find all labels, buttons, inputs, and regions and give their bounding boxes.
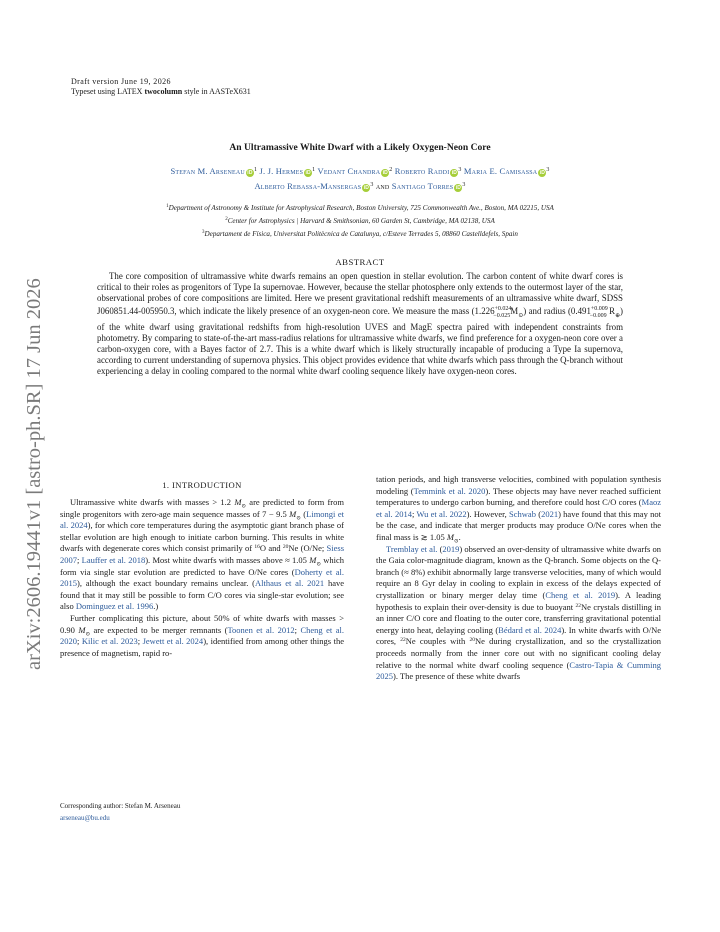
citation-link[interactable]: Siess 2007 [60, 543, 345, 565]
orcid-icon[interactable]: iD [363, 185, 370, 191]
citation-link[interactable]: Limongi et al. 2024 [60, 508, 344, 531]
author-name[interactable]: Stefan M. Arseneau [170, 166, 245, 176]
citation-link[interactable]: Lauffer et al. 2018 [81, 554, 146, 565]
citation-link[interactable]: Temmink et al. 2020 [413, 485, 486, 496]
affiliation-num: 2 [225, 217, 228, 222]
citation-link[interactable]: Kilic et al. 2023 [81, 636, 138, 647]
draft-version-text: Draft version June 19, 2026 [71, 77, 171, 86]
citation-link[interactable]: Castro-Tapia & Cumming 2025 [376, 659, 661, 682]
author-name[interactable]: Roberto Raddi [394, 166, 450, 176]
typeset-suffix: style in AASTeX631 [184, 87, 251, 96]
citation-link[interactable]: Cheng et al. 2020 [60, 624, 344, 647]
citation-link[interactable]: Doherty et al. 2015 [60, 566, 344, 589]
author-affil: 3 [462, 182, 466, 188]
paper-title: An Ultramassive White Dwarf with a Likely Oxygen-Neon Core [229, 142, 491, 153]
affiliation-text: Departament de Física, Universitat Politècnica de Catalunya, c/Esteve Terrades 5, 08860 Castelldefels, Spain [204, 230, 518, 238]
typeset-line [71, 86, 251, 97]
author-affil: 1 [312, 167, 316, 173]
citation-link[interactable]: Wu et al. 2022 [416, 508, 467, 519]
author-affil: 1 [253, 167, 258, 173]
author-email-link[interactable]: arseneau@bu.edu [60, 814, 110, 822]
orcid-icon[interactable]: iD [382, 170, 388, 176]
arxiv-id[interactable]: arXiv:2606.19441v1 [astro-ph.SR] 17 Jun 2026 [23, 278, 45, 670]
author-name[interactable]: Santiago Torres [391, 181, 454, 191]
author-affil: 3 [546, 167, 550, 173]
left-column [60, 497, 344, 659]
authors-and: and [375, 181, 390, 191]
citation-link[interactable]: Bédard et al. 2024 [498, 624, 562, 635]
author-affil: 3 [370, 182, 374, 188]
affiliation-num: 3 [202, 230, 205, 235]
paragraph: Tremblay et al. (2019) observed an over-density of ultramassive white dwarfs on the Gaia color-magnitude diagram, known as the Q-branch. Some objects on the Q-branch (≈ 8%) exhibit abnormally large transverse velocities, many of which would require an 8 Gyr delay in cooling to explain in excess of the delays expected of crystallization or binary merger delay time (Cheng et al. 2019). A leading hypothesis to explain their over-density is due to buoyant $^{22}$Ne crystals distilling in an inner C/O core and floating to the outer core, transferring gravitational potential energy into heat, delaying cooling (Bédard et al. 2024). In white dwarfs with O/Ne cores, $^{22}$Ne couples with $^{20}$Ne during crystallization, and so the crystallization proceeds normally from the inner core out with no significant cooling delay relative to the normal white dwarf cooling sequence (Castro-Tapia & Cumming 2025). The presence of these white dwarfs [376, 543, 662, 682]
citation-link[interactable]: Tremblay et al. [386, 543, 438, 554]
corresponding-author-label: Corresponding author: Stefan M. Arseneau [60, 802, 181, 810]
section-heading: 1. INTRODUCTION [162, 480, 242, 490]
paragraph: Further complicating this picture, about 50% of white dwarfs with masses > 0.90 $M_⊙$ are expected to be merger remnants (Toonen et al. 2012; Cheng et al. 2020; Kilic et al. 2023; Jewett et al. 2024), identified from among other things the presence of magnetism, rapid ro- [60, 612, 344, 658]
affiliation-line [30, 214, 690, 227]
abstract-text: The core composition of ultramassive white dwarfs remains an open question in stellar evolution. The carbon content of white dwarf cores is critical to their roles as progenitors of Type Ia supernovae. However, because the stellar photosphere only extends to the outermost layer of the star, observational probes of core compositions are limited. Here we present gravitational redshift measurements of an ultramassive white dwarf, SDSS J060851.44-005950.3, which indicate the likely presence of an oxygen-neon core. We measure the mass $(1.226^{+0.024}_{-0.025}M_⊙)$ and radius ($0.491^{+0.009}_{-0.009}$ $R_\oplus$) of the white dwarf using gravitational redshifts from high-resolution UVES and MagE spectra paired with independent constraints from photometry. By comparing to state-of-the-art mass-radius relations for ultramassive white dwarfs, we find preference for a oxygen-neon core over a carbon-oxygen core, with a Bayes factor of 2.7. This is a white dwarf which is likely structurally incapable of producing a Type Ia supernova, according to current understanding of supernova physics. This object provides evidence that white dwarfs which pass through the Q-branch without experiencing a delay in cooling compared to the normal white dwarf cooling sequence likely have oxygen-neon cores. [97, 271, 624, 377]
citation-link[interactable]: 2019 [442, 543, 460, 554]
corresponding-author [60, 800, 180, 824]
right-column [376, 474, 661, 683]
affiliation-text: Department of Astronomy & Institute for Astrophysical Research, Boston University, 725 Commonwealth Ave., Boston, MA 02215, USA [168, 204, 554, 212]
citation-link[interactable]: Schwab [509, 508, 536, 519]
orcid-icon[interactable]: iD [455, 185, 462, 191]
author-affil: 3 [458, 167, 462, 173]
citation-link[interactable]: Jewett et al. 2024 [142, 636, 204, 647]
author-name[interactable]: Alberto Rebassa-Mansergas [254, 181, 362, 191]
orcid-icon[interactable]: iD [247, 170, 253, 176]
author-name[interactable]: Vedant Chandra [317, 166, 381, 176]
affiliation-num: 1 [166, 204, 169, 209]
citation-link[interactable]: Althaus et al. 2021 [254, 578, 325, 589]
orcid-icon[interactable]: iD [305, 170, 311, 176]
citation-link[interactable]: Maoz et al. 2014 [376, 497, 661, 519]
arxiv-stamp[interactable] [8, 238, 52, 670]
author-affil: 2 [389, 167, 393, 173]
abstract-heading: ABSTRACT [335, 257, 385, 267]
orcid-icon[interactable]: iD [451, 170, 458, 176]
author-name[interactable]: Maria E. Camisassa [463, 166, 538, 176]
citation-link[interactable]: 2021 [541, 508, 559, 519]
orcid-icon[interactable]: iD [539, 170, 546, 176]
typeset-prefix: Typeset using L [71, 87, 122, 96]
affiliation-text: Center for Astrophysics | Harvard & Smithsonian, 60 Garden St, Cambridge, MA 02138, USA [227, 217, 495, 225]
typeset-style: twocolumn [144, 87, 183, 96]
author-name[interactable]: J. J. Hermes [259, 166, 304, 176]
citation-link[interactable]: Dominguez et al. 1996 [75, 601, 154, 612]
affiliation-line [30, 201, 690, 214]
citation-link[interactable]: Cheng et al. 2019 [545, 589, 616, 600]
typeset-latex: ATEX [122, 87, 143, 96]
affiliations [30, 201, 690, 240]
affiliation-line [30, 227, 690, 240]
paragraph: Ultramassive white dwarfs with masses > 1.2 $M_⊙$ are predicted to form from single progenitors with zero-age main sequence masses of 7 − 9.5 $M_⊙$ (Limongi et al. 2024), for which core temperatures during the asymptotic giant branch phase of stellar evolution are high enough to initiate carbon burning. This results in white dwarfs with degenerate cores which consist primarily of $^{16}$O and $^{20}$Ne (O/Ne; Siess 2007; Lauffer et al. 2018). Most white dwarfs with masses above ≈ 1.05 $M_⊙$ which form via single star evolution are predicted to have O/Ne cores (Doherty et al. 2015), although the exact boundary remains unclear. (Althaus et al. 2021 have found that it may still be possible to form C/O cores via single-star evolution; see also Dominguez et al. 1996.) [60, 497, 345, 612]
citation-link[interactable]: Toonen et al. 2012 [227, 624, 295, 635]
paragraph: tation periods, and high transverse velocities, combined with population synthesis modeling (Temmink et al. 2020). These objects may have never reached sufficient temperatures to undergo carbon burning, and therefore could host C/O cores (Maoz et al. 2014; Wu et al. 2022). However, Schwab (2021) have found that this may not be the case, and indicate that merger products may produce O/Ne cores when the final mass is ≳ 1.05 $M_⊙$. [376, 474, 661, 545]
author-list [60, 163, 660, 193]
